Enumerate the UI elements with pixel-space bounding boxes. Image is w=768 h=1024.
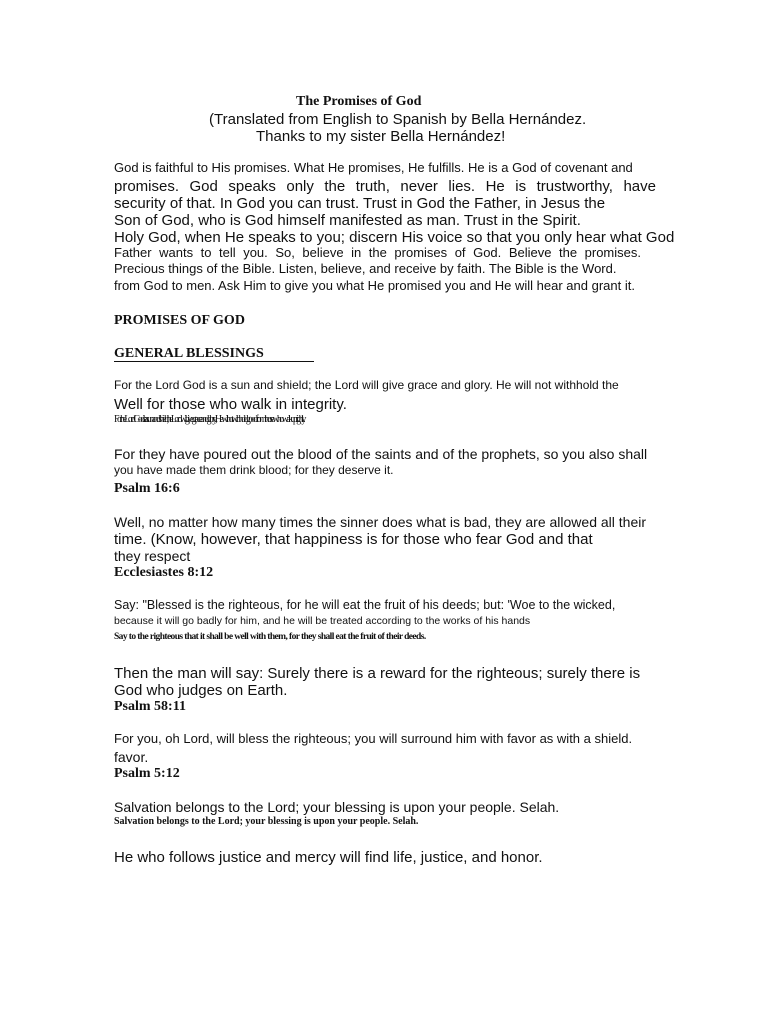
verse-2-line-2: you have made them drink blood; for they deserve it. bbox=[114, 463, 394, 477]
thanks-line: Thanks to my sister Bella Hernández! bbox=[256, 128, 506, 145]
verse-2-line-1: For they have poured out the blood of the saints and of the prophets, so you also shall bbox=[114, 446, 648, 462]
verse-1-overlapped-line: For the Lord God is a sun and shield; the Lord will give grace and glory; He will not withhold good from those who walk uprightly. bbox=[114, 414, 304, 425]
verse-4-line-3: Say to the righteous that it shall be well with them, for they shall eat the fruit of their deeds. bbox=[114, 632, 426, 642]
verse-1-line-2: Well for those who walk in integrity. bbox=[114, 396, 347, 413]
verse-7-line-1: Salvation belongs to the Lord; your blessing is upon your people. Selah. bbox=[114, 799, 560, 815]
verse-3-line-3: they respect bbox=[114, 548, 191, 564]
intro-line-4: Son of God, who is God himself manifested as man. Trust in the Spirit. bbox=[114, 212, 581, 229]
verse-6-line-1: For you, oh Lord, will bless the righteous; you will surround him with favor as with a shield. bbox=[114, 731, 633, 746]
verse-1-line-1: For the Lord God is a sun and shield; the Lord will give grace and glory. He will not withhold the bbox=[114, 378, 619, 392]
intro-line-1: God is faithful to His promises. What He promises, He fulfills. He is a God of covenant and bbox=[114, 160, 633, 175]
general-blessings-heading: GENERAL BLESSINGS bbox=[114, 346, 264, 361]
verse-4-line-2: because it will go badly for him, and he will be treated according to the works of his hands bbox=[114, 615, 531, 627]
intro-line-6: Father wants to tell you. So, believe in the promises of God. Believe the promises. bbox=[114, 245, 641, 260]
verse-5-reference: Psalm 58:11 bbox=[114, 699, 186, 714]
intro-line-7: Precious things of the Bible. Listen, believe, and receive by faith. The Bible is the Word. bbox=[114, 261, 617, 276]
verse-3-line-2: time. (Know, however, that happiness is for those who fear God and that bbox=[114, 531, 593, 548]
heading-underline bbox=[114, 361, 314, 362]
promises-heading: PROMISES OF GOD bbox=[114, 313, 245, 328]
verse-7-line-2: Salvation belongs to the Lord; your blessing is upon your people. Selah. bbox=[114, 816, 419, 827]
intro-line-3: security of that. In God you can trust. Trust in God the Father, in Jesus the bbox=[114, 195, 606, 212]
intro-line-2: promises. God speaks only the truth, never lies. He is trustworthy, have bbox=[114, 178, 656, 195]
verse-6-line-2: favor. bbox=[114, 749, 149, 765]
verse-3-line-1: Well, no matter how many times the sinner does what is bad, they are allowed all their bbox=[114, 514, 646, 530]
verse-3-reference: Ecclesiastes 8:12 bbox=[114, 565, 214, 580]
verse-6-reference: Psalm 5:12 bbox=[114, 766, 180, 781]
verse-5-line-1: Then the man will say: Surely there is a reward for the righteous; surely there is bbox=[114, 665, 641, 682]
verse-8-line-1: He who follows justice and mercy will find life, justice, and honor. bbox=[114, 849, 543, 866]
intro-line-5: Holy God, when He speaks to you; discern His voice so that you only hear what God bbox=[114, 229, 675, 246]
page-title: The Promises of God bbox=[296, 94, 422, 109]
page-subtitle: (Translated from English to Spanish by Bella Hernández. bbox=[209, 111, 587, 128]
intro-line-8: from God to men. Ask Him to give you what He promised you and He will hear and grant it. bbox=[114, 278, 635, 293]
verse-5-line-2: God who judges on Earth. bbox=[114, 682, 288, 699]
verse-2-reference: Psalm 16:6 bbox=[114, 481, 180, 496]
verse-4-line-1: Say: "Blessed is the righteous, for he will eat the fruit of his deeds; but: 'Woe to the wicked, bbox=[114, 598, 616, 612]
